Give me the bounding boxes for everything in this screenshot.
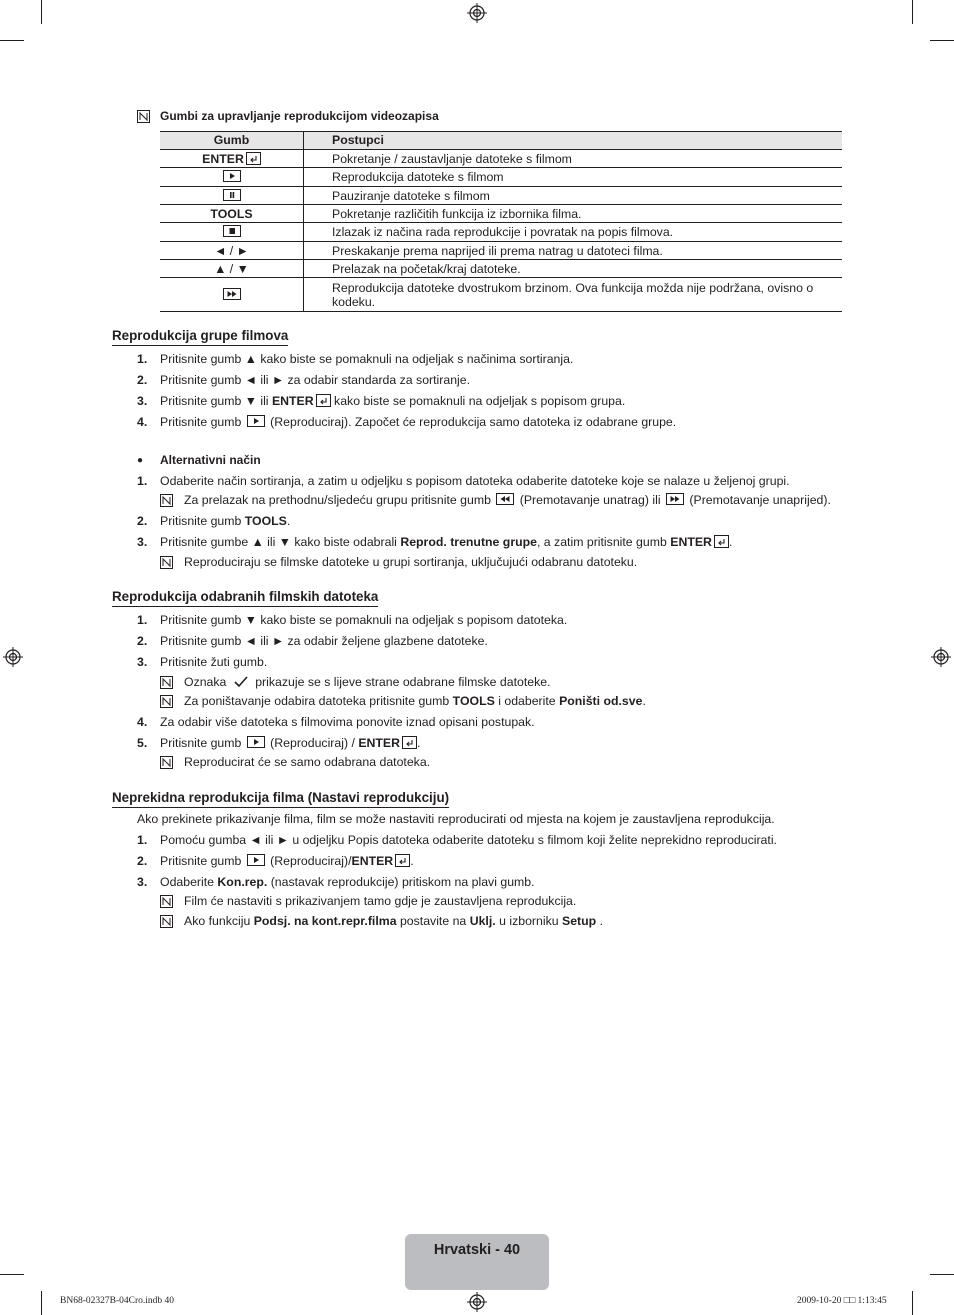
note-icon — [160, 676, 173, 689]
fast-forward-icon — [666, 493, 684, 505]
table-row — [160, 187, 842, 205]
crop-mark — [930, 40, 954, 41]
step-number: 5. — [137, 736, 148, 750]
step-text: Pritisnite gumb TOOLS. — [160, 514, 291, 528]
action-text: Reprodukcija datoteke dvostrukom brzinom. Ova funkcija možda nije podržana, ovisno o kodeku. — [304, 278, 843, 312]
step-number: 2. — [137, 373, 148, 387]
step-text: Pritisnite gumbe ▲ ili ▼ kako biste odabrali Reprod. trenutne grupe, a zatim pritisnite gumb ENTER . — [160, 535, 733, 549]
step-text: Pritisnite gumb (Reproduciraj) / ENTER . — [160, 736, 421, 750]
step-text: Pritisnite gumb ◄ ili ► za odabir standarda za sortiranje. — [160, 373, 471, 387]
step-number: 1. — [137, 613, 148, 627]
action-text: Pokretanje / zaustavljanje datoteke s filmom — [304, 150, 843, 168]
button-label: ◄ / ► — [160, 242, 304, 260]
step-text: Pritisnite gumb (Reproduciraj)/ENTER . — [160, 854, 414, 868]
registration-mark-icon — [467, 3, 487, 23]
step-number: 4. — [137, 415, 148, 429]
note-text: Za prelazak na prethodnu/sljedeću grupu pritisnite gumb (Premotavanje unatrag) ili (Premotavanje unaprijed). — [184, 493, 831, 507]
step-number: 2. — [137, 854, 148, 868]
step-number: 3. — [137, 394, 148, 408]
section-heading: Reprodukcija odabranih filmskih datoteka — [112, 589, 378, 607]
crop-mark — [930, 1274, 954, 1275]
button-label: ENTER — [202, 151, 244, 166]
play-icon — [247, 736, 265, 748]
note-icon — [160, 556, 173, 569]
intro-text: Ako prekinete prikazivanje filma, film se može nastaviti reproducirati od mjesta na kojem je zaustavljena reprodukcija. — [137, 812, 775, 826]
step-text: Za odabir više datoteka s filmovima ponovite iznad opisani postupak. — [160, 715, 535, 729]
play-icon — [223, 170, 241, 182]
table-header-button: Gumb — [160, 132, 304, 150]
table-row — [160, 205, 842, 223]
step-text: Pritisnite gumb ▼ ili ENTER kako biste se pomaknuli na odjeljak s popisom grupa. — [160, 394, 626, 408]
step-number: 1. — [137, 474, 148, 488]
step-text: Pritisnite gumb ▼ kako biste se pomaknuli na odjeljak s popisom datoteka. — [160, 613, 568, 627]
print-date-info: 2009-10-20 □□ 1:13:45 — [797, 1296, 887, 1306]
note-text: Oznaka prikazuje se s lijeve strane odabrane filmske datoteke. — [184, 675, 551, 689]
note-icon — [160, 756, 173, 769]
note-icon — [160, 915, 173, 928]
table-row — [160, 242, 842, 260]
table-row — [160, 260, 842, 278]
note-text: Reproduciraju se filmske datoteke u grupi sortiranja, uključujući odabranu datoteku. — [184, 555, 638, 569]
registration-mark-icon — [467, 1292, 487, 1312]
table-row — [160, 223, 842, 242]
table-header-action: Postupci — [304, 132, 843, 150]
controls-table — [160, 131, 842, 312]
table-title: Gumbi za upravljanje reprodukcijom videozapisa — [160, 109, 439, 123]
crop-mark — [41, 0, 42, 24]
table-row — [160, 168, 842, 187]
action-text: Pauziranje datoteke s filmom — [304, 187, 843, 205]
subsection-title: Alternativni način — [160, 453, 261, 467]
crop-mark — [41, 1291, 42, 1315]
registration-mark-icon — [931, 647, 951, 667]
checkmark-icon — [233, 675, 249, 688]
enter-icon — [402, 736, 417, 749]
note-text: Za poništavanje odabira datoteka pritisnite gumb TOOLS i odaberite Poništi od.sve. — [184, 694, 646, 708]
enter-icon — [246, 152, 261, 165]
pause-icon — [223, 189, 241, 201]
print-file-info: BN68-02327B-04Cro.indb 40 — [60, 1296, 174, 1306]
table-row — [160, 150, 842, 168]
step-text: Odaberite način sortiranja, a zatim u odjeljku s popisom datoteka odaberite datoteke koje se nalaze u željenoj grupi. — [160, 474, 790, 488]
note-icon — [160, 695, 173, 708]
step-number: 1. — [137, 833, 148, 847]
step-number: 3. — [137, 535, 148, 549]
step-text: Pomoću gumba ◄ ili ► u odjeljku Popis datoteka odaberite datoteku s filmom koji želite neprekidno reproducirati. — [160, 833, 777, 847]
enter-icon — [714, 535, 729, 548]
page-number-tab — [405, 1234, 549, 1290]
section-heading: Reprodukcija grupe filmova — [112, 328, 288, 346]
step-text: Odaberite Kon.rep. (nastavak reprodukcije) pritiskom na plavi gumb. — [160, 875, 535, 889]
step-text: Pritisnite žuti gumb. — [160, 655, 268, 669]
note-icon — [160, 494, 173, 507]
crop-mark — [0, 40, 24, 41]
play-icon — [247, 415, 265, 427]
note-text: Film će nastaviti s prikazivanjem tamo gdje je zaustavljena reprodukcija. — [184, 894, 577, 908]
step-text: Pritisnite gumb (Reproduciraj). Započet će reprodukcija samo datoteka iz odabrane grupe. — [160, 415, 677, 429]
step-number: 2. — [137, 634, 148, 648]
section-heading: Neprekidna reprodukcija filma (Nastavi reprodukciju) — [112, 790, 449, 808]
step-number: 3. — [137, 655, 148, 669]
step-number: 3. — [137, 875, 148, 889]
registration-mark-icon — [3, 647, 23, 667]
rewind-icon — [496, 493, 514, 505]
step-number: 2. — [137, 514, 148, 528]
note-text: Reproducirat će se samo odabrana datoteka. — [184, 755, 431, 769]
note-icon — [160, 895, 173, 908]
bullet: ● — [137, 455, 144, 466]
action-text: Preskakanje prema naprijed ili prema natrag u datoteci filma. — [304, 242, 843, 260]
note-text: Ako funkciju Podsj. na kont.repr.filma postavite na Uklj. u izborniku Setup . — [184, 914, 604, 928]
step-number: 4. — [137, 715, 148, 729]
crop-mark — [912, 1291, 913, 1315]
button-label: ▲ / ▼ — [160, 260, 304, 278]
enter-icon — [395, 854, 410, 867]
table-row — [160, 278, 842, 312]
enter-icon — [316, 394, 331, 407]
action-text: Prelazak na početak/kraj datoteke. — [304, 260, 843, 278]
step-text: Pritisnite gumb ◄ ili ► za odabir željene glazbene datoteke. — [160, 634, 488, 648]
action-text: Reprodukcija datoteke s filmom — [304, 168, 843, 187]
crop-mark — [0, 1274, 24, 1275]
play-icon — [247, 854, 265, 866]
step-number: 1. — [137, 352, 148, 366]
page-label: Hrvatski - 40 — [433, 1242, 521, 1258]
step-text: Pritisnite gumb ▲ kako biste se pomaknuli na odjeljak s načinima sortiranja. — [160, 352, 574, 366]
action-text: Izlazak iz načina rada reprodukcije i povratak na popis filmova. — [304, 223, 843, 242]
crop-mark — [912, 0, 913, 24]
fast-forward-icon — [223, 288, 241, 300]
stop-icon — [223, 225, 241, 237]
action-text: Pokretanje različitih funkcija iz izbornika filma. — [304, 205, 843, 223]
button-label: TOOLS — [160, 205, 304, 223]
note-icon — [137, 110, 150, 123]
